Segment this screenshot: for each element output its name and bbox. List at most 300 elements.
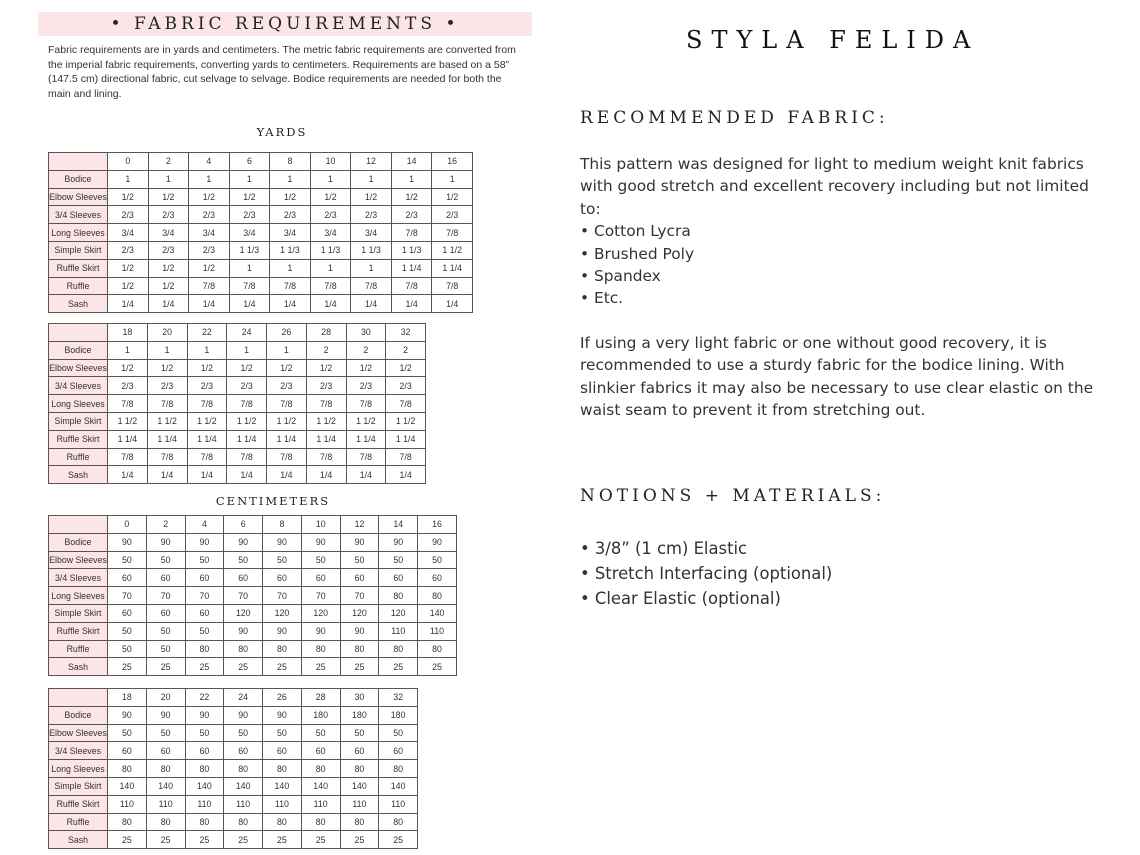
value-cell: 1/4 — [187, 466, 227, 484]
value-cell: 1/4 — [108, 466, 148, 484]
value-cell: 3/4 — [310, 224, 351, 242]
table-row — [49, 259, 473, 277]
value-cell: 1 1/4 — [147, 430, 187, 448]
value-cell: 60 — [379, 742, 418, 760]
value-cell: 1 1/2 — [386, 412, 426, 430]
value-cell: 1/4 — [351, 295, 392, 313]
value-cell: 140 — [185, 777, 224, 795]
table-row — [49, 224, 473, 242]
row-label-cell: 3/4 Sleeves — [49, 377, 108, 395]
value-cell: 7/8 — [432, 277, 473, 295]
value-cell: 1/2 — [108, 277, 149, 295]
value-cell: 2/3 — [229, 206, 270, 224]
value-cell: 2/3 — [270, 206, 311, 224]
fabric-item: • Cotton Lycra — [580, 222, 691, 241]
value-cell: 1/2 — [189, 188, 230, 206]
table-corner-cell — [49, 516, 108, 534]
fabric-requirements-intro: Fabric requirements are in yards and centimeters. The metric fabric requirements are converted from the imperial fabric requirements, converting yards to centimeters. Requirements are based on a 58” (147.5 cm) directional fabric, cut selvage to selvage. Bodice requirements are needed for both the main and lining. — [48, 44, 516, 100]
value-cell: 50 — [340, 551, 379, 569]
row-label-cell: Bodice — [49, 706, 108, 724]
row-label-cell: Ruffle — [49, 448, 108, 466]
value-cell: 7/8 — [147, 448, 187, 466]
table-row — [49, 551, 457, 569]
value-cell: 1/4 — [148, 295, 189, 313]
value-cell: 1 1/4 — [187, 430, 227, 448]
value-cell: 50 — [146, 724, 185, 742]
value-cell: 2/3 — [148, 241, 189, 259]
recommended-fabric-text — [580, 153, 1089, 310]
value-cell: 80 — [418, 640, 457, 658]
value-cell: 2/3 — [306, 377, 346, 395]
value-cell: 1/2 — [227, 359, 267, 377]
value-cell: 1 — [229, 170, 270, 188]
value-cell: 60 — [146, 569, 185, 587]
value-cell: 1 — [310, 259, 351, 277]
value-cell: 1 — [391, 170, 432, 188]
value-cell: 90 — [224, 622, 263, 640]
value-cell: 1 — [148, 170, 189, 188]
table-row — [49, 430, 426, 448]
value-cell: 90 — [146, 706, 185, 724]
value-cell: 2/3 — [267, 377, 307, 395]
value-cell: 2/3 — [432, 206, 473, 224]
value-cell: 120 — [263, 604, 302, 622]
size-header-cell: 4 — [185, 516, 224, 534]
value-cell: 7/8 — [346, 395, 386, 413]
value-cell: 1 1/4 — [391, 259, 432, 277]
value-cell: 1 — [310, 170, 351, 188]
value-cell: 90 — [301, 533, 340, 551]
value-cell: 1/2 — [108, 188, 149, 206]
value-cell: 140 — [379, 777, 418, 795]
row-label-cell: Bodice — [49, 533, 108, 551]
value-cell: 1 1/4 — [386, 430, 426, 448]
value-cell: 1 1/2 — [147, 412, 187, 430]
brand-name: STYLA FELIDA — [686, 26, 980, 54]
size-header-cell: 8 — [263, 516, 302, 534]
value-cell: 60 — [418, 569, 457, 587]
value-cell: 50 — [379, 724, 418, 742]
value-cell: 110 — [340, 795, 379, 813]
value-cell: 25 — [224, 831, 263, 849]
size-header-cell: 18 — [108, 689, 147, 707]
value-cell: 25 — [379, 831, 418, 849]
value-cell: 1 1/4 — [108, 430, 148, 448]
value-cell: 140 — [224, 777, 263, 795]
yards-table-large-sizes — [48, 323, 426, 484]
value-cell: 80 — [301, 640, 340, 658]
table-row — [49, 622, 457, 640]
value-cell: 1/2 — [189, 259, 230, 277]
value-cell: 90 — [108, 706, 147, 724]
row-label-cell: Elbow Sleeves — [49, 724, 108, 742]
value-cell: 50 — [379, 551, 418, 569]
table-row — [49, 188, 473, 206]
value-cell: 2/3 — [391, 206, 432, 224]
size-header-cell: 32 — [386, 324, 426, 342]
table-row — [49, 640, 457, 658]
value-cell: 60 — [263, 569, 302, 587]
row-label-cell: Simple Skirt — [49, 604, 108, 622]
value-cell: 60 — [340, 742, 379, 760]
cm-table-small-sizes — [48, 515, 457, 676]
value-cell: 7/8 — [187, 395, 227, 413]
value-cell: 110 — [146, 795, 185, 813]
table-row — [49, 277, 473, 295]
value-cell: 90 — [185, 706, 224, 724]
value-cell: 50 — [146, 640, 185, 658]
value-cell: 25 — [108, 831, 147, 849]
value-cell: 1/2 — [432, 188, 473, 206]
value-cell: 80 — [263, 760, 302, 778]
row-label-cell: 3/4 Sleeves — [49, 742, 108, 760]
size-header-cell: 24 — [227, 324, 267, 342]
table-row — [49, 377, 426, 395]
value-cell: 50 — [301, 724, 340, 742]
value-cell: 50 — [185, 724, 224, 742]
value-cell: 1/2 — [306, 359, 346, 377]
value-cell: 50 — [146, 622, 185, 640]
value-cell: 2/3 — [351, 206, 392, 224]
value-cell: 1/2 — [270, 188, 311, 206]
table-row — [49, 206, 473, 224]
value-cell: 80 — [340, 813, 379, 831]
value-cell: 60 — [185, 604, 224, 622]
recommended-fabric-heading: RECOMMENDED FABRIC: — [580, 108, 889, 128]
value-cell: 50 — [185, 622, 224, 640]
value-cell: 70 — [146, 587, 185, 605]
size-header-cell: 16 — [432, 153, 473, 171]
row-label-cell: Long Sleeves — [49, 587, 108, 605]
value-cell: 2 — [386, 341, 426, 359]
value-cell: 140 — [146, 777, 185, 795]
value-cell: 60 — [224, 742, 263, 760]
value-cell: 2 — [346, 341, 386, 359]
value-cell: 1/4 — [229, 295, 270, 313]
value-cell: 1/2 — [148, 259, 189, 277]
size-header-cell: 0 — [108, 516, 147, 534]
value-cell: 1/2 — [386, 359, 426, 377]
value-cell: 1 — [108, 341, 148, 359]
value-cell: 60 — [108, 742, 147, 760]
value-cell: 50 — [263, 551, 302, 569]
size-header-cell: 14 — [391, 153, 432, 171]
notion-item: • Stretch Interfacing (optional) — [580, 564, 833, 583]
value-cell: 110 — [301, 795, 340, 813]
size-header-cell: 30 — [346, 324, 386, 342]
recommended-line: to: — [580, 199, 601, 218]
yards-table-small-sizes — [48, 152, 473, 313]
value-cell: 60 — [108, 569, 147, 587]
size-header-cell: 30 — [340, 689, 379, 707]
value-cell: 1/2 — [147, 359, 187, 377]
recommended-line: with good stretch and excellent recovery including but not limited — [580, 177, 1089, 196]
value-cell: 7/8 — [108, 395, 148, 413]
value-cell: 2/3 — [108, 241, 149, 259]
table-row — [49, 587, 457, 605]
value-cell: 120 — [379, 604, 418, 622]
value-cell: 1 — [229, 259, 270, 277]
value-cell: 80 — [108, 760, 147, 778]
row-label-cell: Ruffle Skirt — [49, 795, 108, 813]
value-cell: 25 — [418, 658, 457, 676]
value-cell: 1 — [108, 170, 149, 188]
value-cell: 25 — [301, 658, 340, 676]
value-cell: 2/3 — [108, 377, 148, 395]
value-cell: 140 — [340, 777, 379, 795]
value-cell: 1 1/2 — [108, 412, 148, 430]
value-cell: 7/8 — [267, 448, 307, 466]
value-cell: 140 — [108, 777, 147, 795]
value-cell: 80 — [146, 760, 185, 778]
value-cell: 1 1/3 — [351, 241, 392, 259]
value-cell: 70 — [340, 587, 379, 605]
value-cell: 7/8 — [227, 448, 267, 466]
value-cell: 50 — [224, 724, 263, 742]
value-cell: 1 1/2 — [306, 412, 346, 430]
row-label-cell: Bodice — [49, 341, 108, 359]
value-cell: 1 1/4 — [306, 430, 346, 448]
row-label-cell: 3/4 Sleeves — [49, 206, 108, 224]
row-label-cell: Sash — [49, 466, 108, 484]
table-row — [49, 395, 426, 413]
value-cell: 1/2 — [267, 359, 307, 377]
value-cell: 1 — [351, 170, 392, 188]
row-label-cell: Long Sleeves — [49, 224, 108, 242]
note-line: recommended to use a sturdy fabric for the bodice lining. With — [580, 356, 1065, 375]
size-header-cell: 6 — [224, 516, 263, 534]
row-label-cell: Elbow Sleeves — [49, 188, 108, 206]
value-cell: 60 — [108, 604, 147, 622]
value-cell: 3/4 — [270, 224, 311, 242]
value-cell: 50 — [418, 551, 457, 569]
value-cell: 3/4 — [229, 224, 270, 242]
value-cell: 80 — [224, 760, 263, 778]
value-cell: 1 — [270, 259, 311, 277]
value-cell: 110 — [224, 795, 263, 813]
row-label-cell: Ruffle Skirt — [49, 430, 108, 448]
value-cell: 50 — [108, 724, 147, 742]
value-cell: 1/2 — [391, 188, 432, 206]
value-cell: 80 — [340, 640, 379, 658]
value-cell: 90 — [263, 622, 302, 640]
value-cell: 80 — [379, 640, 418, 658]
size-header-cell: 26 — [263, 689, 302, 707]
value-cell: 7/8 — [229, 277, 270, 295]
table-row — [49, 569, 457, 587]
size-header-cell: 20 — [146, 689, 185, 707]
value-cell: 25 — [185, 831, 224, 849]
value-cell: 50 — [108, 640, 147, 658]
value-cell: 25 — [340, 658, 379, 676]
table-row — [49, 295, 473, 313]
value-cell: 2/3 — [310, 206, 351, 224]
size-header-cell: 2 — [146, 516, 185, 534]
value-cell: 1/4 — [346, 466, 386, 484]
value-cell: 1/4 — [432, 295, 473, 313]
value-cell: 1 — [351, 259, 392, 277]
value-cell: 25 — [379, 658, 418, 676]
table-row — [49, 359, 426, 377]
row-label-cell: 3/4 Sleeves — [49, 569, 108, 587]
value-cell: 180 — [301, 706, 340, 724]
value-cell: 90 — [146, 533, 185, 551]
table-row — [49, 813, 418, 831]
value-cell: 2/3 — [386, 377, 426, 395]
row-label-cell: Ruffle Skirt — [49, 622, 108, 640]
value-cell: 80 — [185, 640, 224, 658]
value-cell: 1/4 — [227, 466, 267, 484]
value-cell: 80 — [146, 813, 185, 831]
value-cell: 140 — [301, 777, 340, 795]
table-row — [49, 241, 473, 259]
size-header-cell: 28 — [306, 324, 346, 342]
value-cell: 7/8 — [391, 277, 432, 295]
notions-heading: NOTIONS + MATERIALS: — [580, 486, 886, 506]
value-cell: 1/2 — [187, 359, 227, 377]
value-cell: 1 1/2 — [187, 412, 227, 430]
row-label-cell: Ruffle Skirt — [49, 259, 108, 277]
size-header-cell: 26 — [267, 324, 307, 342]
value-cell: 7/8 — [267, 395, 307, 413]
value-cell: 80 — [418, 587, 457, 605]
table-row — [49, 831, 418, 849]
value-cell: 90 — [340, 533, 379, 551]
size-header-cell: 18 — [108, 324, 148, 342]
value-cell: 1 1/3 — [270, 241, 311, 259]
value-cell: 1 — [147, 341, 187, 359]
table-row — [49, 412, 426, 430]
value-cell: 80 — [379, 760, 418, 778]
value-cell: 7/8 — [391, 224, 432, 242]
table-row — [49, 604, 457, 622]
value-cell: 7/8 — [227, 395, 267, 413]
value-cell: 3/4 — [148, 224, 189, 242]
lining-note — [580, 332, 1093, 422]
value-cell: 80 — [224, 813, 263, 831]
value-cell: 60 — [146, 742, 185, 760]
value-cell: 2/3 — [189, 206, 230, 224]
value-cell: 1/2 — [108, 259, 149, 277]
value-cell: 1 — [189, 170, 230, 188]
size-header-cell: 12 — [351, 153, 392, 171]
value-cell: 80 — [185, 813, 224, 831]
value-cell: 110 — [379, 795, 418, 813]
value-cell: 7/8 — [270, 277, 311, 295]
value-cell: 7/8 — [351, 277, 392, 295]
value-cell: 1/2 — [108, 359, 148, 377]
value-cell: 7/8 — [306, 448, 346, 466]
table-corner-cell — [49, 324, 108, 342]
centimeters-heading: CENTIMETERS — [215, 494, 331, 508]
value-cell: 1 1/4 — [432, 259, 473, 277]
value-cell: 60 — [185, 569, 224, 587]
size-header-cell: 28 — [301, 689, 340, 707]
value-cell: 1/2 — [148, 188, 189, 206]
value-cell: 1 — [227, 341, 267, 359]
row-label-cell: Ruffle — [49, 640, 108, 658]
value-cell: 25 — [301, 831, 340, 849]
value-cell: 1/4 — [189, 295, 230, 313]
value-cell: 50 — [108, 551, 147, 569]
cm-table-large-sizes — [48, 688, 418, 849]
value-cell: 180 — [340, 706, 379, 724]
value-cell: 90 — [263, 706, 302, 724]
value-cell: 1 — [270, 170, 311, 188]
value-cell: 1/2 — [310, 188, 351, 206]
value-cell: 60 — [301, 569, 340, 587]
value-cell: 1 — [267, 341, 307, 359]
value-cell: 110 — [185, 795, 224, 813]
value-cell: 1 1/2 — [432, 241, 473, 259]
table-row — [49, 448, 426, 466]
value-cell: 80 — [340, 760, 379, 778]
value-cell: 25 — [263, 658, 302, 676]
value-cell: 70 — [185, 587, 224, 605]
fabric-requirements-title: • FABRIC REQUIREMENTS • — [38, 12, 532, 36]
value-cell: 80 — [301, 760, 340, 778]
value-cell: 25 — [224, 658, 263, 676]
size-header-cell: 8 — [270, 153, 311, 171]
value-cell: 7/8 — [346, 448, 386, 466]
value-cell: 1 1/2 — [227, 412, 267, 430]
size-header-cell: 24 — [224, 689, 263, 707]
size-header-cell: 14 — [379, 516, 418, 534]
size-header-cell: 0 — [108, 153, 149, 171]
size-header-cell: 16 — [418, 516, 457, 534]
value-cell: 1 1/4 — [267, 430, 307, 448]
value-cell: 70 — [224, 587, 263, 605]
value-cell: 120 — [224, 604, 263, 622]
size-header-cell: 12 — [340, 516, 379, 534]
value-cell: 60 — [301, 742, 340, 760]
value-cell: 1/4 — [391, 295, 432, 313]
value-cell: 90 — [224, 706, 263, 724]
value-cell: 1 1/2 — [346, 412, 386, 430]
value-cell: 80 — [108, 813, 147, 831]
value-cell: 60 — [185, 742, 224, 760]
value-cell: 1 1/4 — [227, 430, 267, 448]
size-header-cell: 6 — [229, 153, 270, 171]
size-header-cell: 22 — [185, 689, 224, 707]
value-cell: 50 — [224, 551, 263, 569]
value-cell: 25 — [146, 831, 185, 849]
value-cell: 1/4 — [306, 466, 346, 484]
size-header-cell: 2 — [148, 153, 189, 171]
yards-heading: YARDS — [256, 125, 308, 139]
value-cell: 1 1/3 — [229, 241, 270, 259]
value-cell: 60 — [146, 604, 185, 622]
value-cell: 1/2 — [351, 188, 392, 206]
table-corner-cell — [49, 153, 108, 171]
value-cell: 90 — [108, 533, 147, 551]
note-line: waist seam to prevent it from stretching out. — [580, 401, 926, 420]
notions-list — [580, 536, 832, 611]
size-header-cell: 32 — [379, 689, 418, 707]
value-cell: 2/3 — [108, 206, 149, 224]
value-cell: 50 — [263, 724, 302, 742]
row-label-cell: Elbow Sleeves — [49, 551, 108, 569]
value-cell: 110 — [108, 795, 147, 813]
value-cell: 2 — [306, 341, 346, 359]
value-cell: 25 — [340, 831, 379, 849]
size-header-cell: 20 — [147, 324, 187, 342]
value-cell: 70 — [263, 587, 302, 605]
row-label-cell: Simple Skirt — [49, 412, 108, 430]
value-cell: 7/8 — [306, 395, 346, 413]
value-cell: 25 — [146, 658, 185, 676]
value-cell: 1/4 — [147, 466, 187, 484]
